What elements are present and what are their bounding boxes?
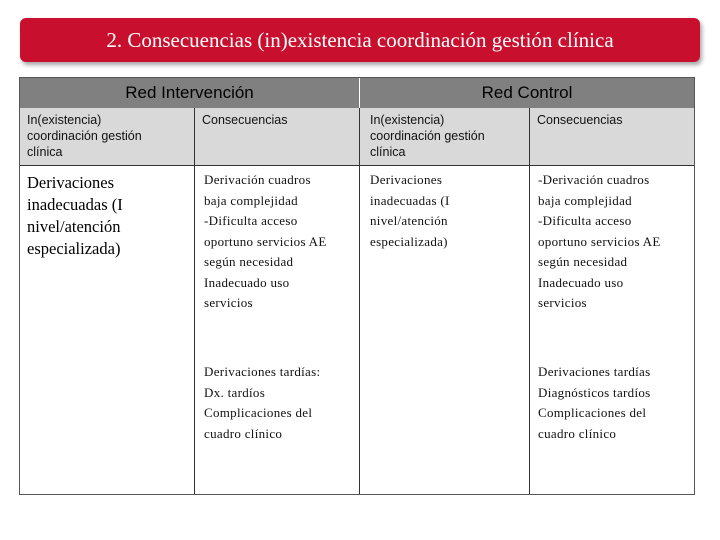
column-divider xyxy=(194,108,195,494)
column-divider xyxy=(529,108,530,494)
int-consequences-a: Derivación cuadros baja complejidad -Dificulta acceso oportuno servicios AE según necesidad Inadecuado uso servicios xyxy=(204,172,327,310)
comparison-table xyxy=(19,77,695,495)
slide-title: 2. Consecuencias (in)existencia coordinación gestión clínica xyxy=(20,18,700,62)
subheader-int-consequences: Consecuencias xyxy=(202,113,288,127)
header-divider xyxy=(359,78,360,108)
group-header-control: Red Control xyxy=(360,78,694,108)
subheader-row xyxy=(20,108,694,166)
ctl-consequences-a: -Derivación cuadros baja complejidad -Dificulta acceso oportuno servicios AE según necesidad Inadecuado uso servicios xyxy=(538,172,661,310)
subheader-ctl-coordination: In(existencia) coordinación gestión clínica xyxy=(370,113,485,159)
ctl-consequences-b: Derivaciones tardías Diagnósticos tardíos Complicaciones del cuadro clínico xyxy=(538,364,651,441)
subheader-ctl-consequences: Consecuencias xyxy=(537,113,623,127)
ctl-cause-cell: Derivaciones inadecuadas (I nivel/atención especializada) xyxy=(370,172,450,249)
int-consequences-b: Derivaciones tardías: Dx. tardíos Complicaciones del cuadro clínico xyxy=(204,364,321,441)
int-cause-cell: Derivaciones inadecuadas (I nivel/atención especializada) xyxy=(27,173,123,258)
group-header-intervention: Red Intervención xyxy=(20,78,359,108)
subheader-int-coordination: In(existencia) coordinación gestión clínica xyxy=(27,113,142,159)
column-divider xyxy=(359,108,360,494)
